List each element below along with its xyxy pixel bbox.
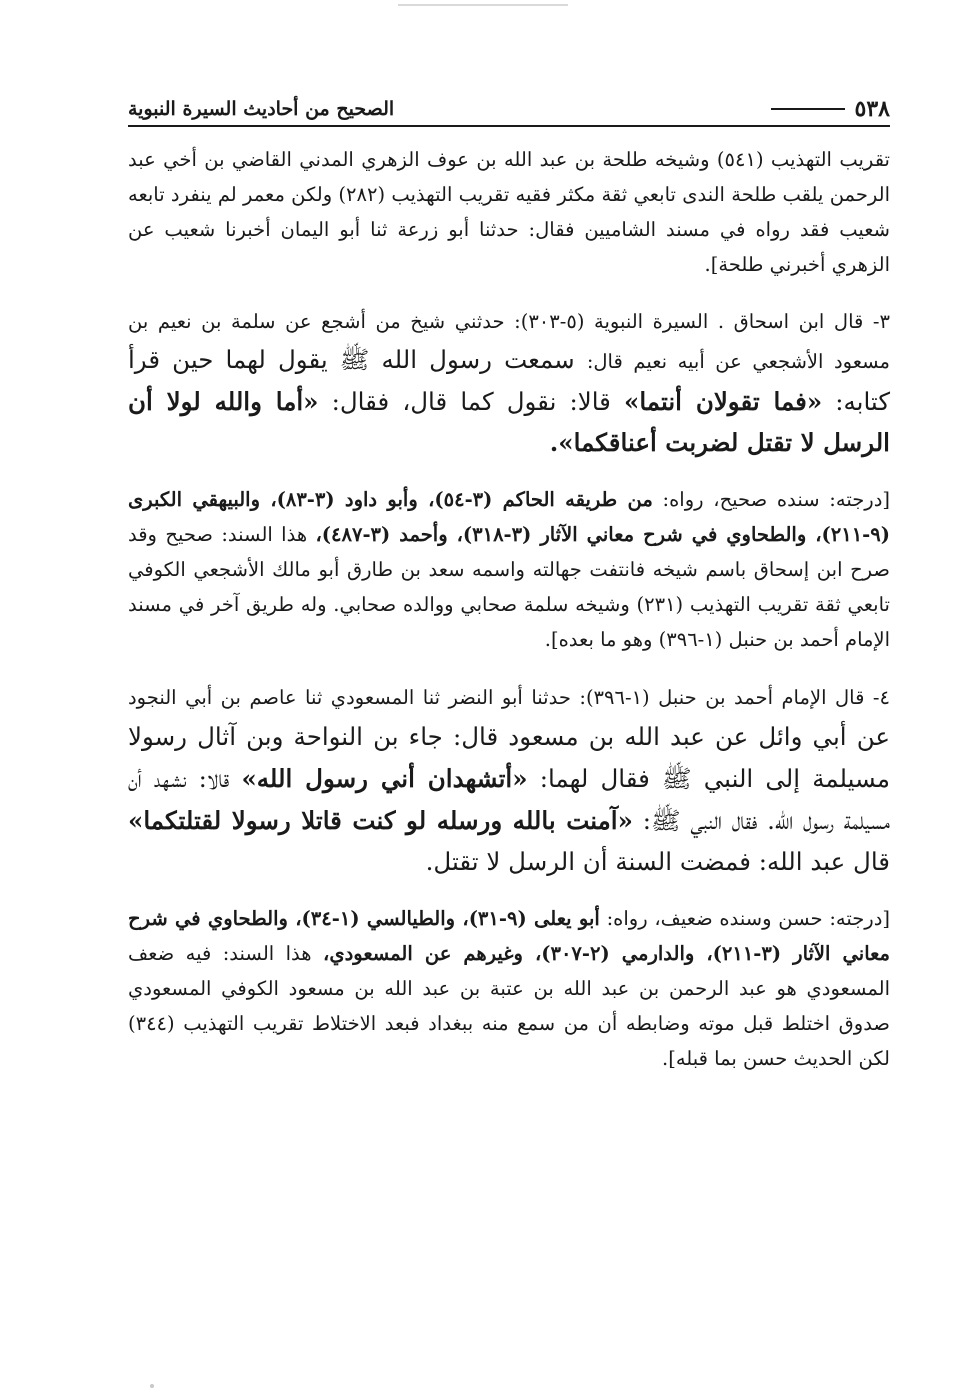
grading-3-label: [درجته: سنده صحيح، رواه:: [652, 487, 890, 511]
page-number-dash: [771, 108, 845, 110]
hadith-3-quote-2: «أما والله لولا أن الرسل لا تقتل لضربت أعناقكما».: [128, 386, 890, 458]
page-number-text: ٥٣٨: [854, 96, 890, 122]
header-rule: [128, 125, 890, 127]
paragraph-1-text: تقريب التهذيب (٥٤١) وشيخه طلحة بن عبد الله بن عوف الزهري المدني القاضي بن أخي عبد الرحمن يلقب طلحة الندى تابعي ثقة مكثر فقيه تقريب التهذيب (٢٨٢) ولكن معمر لم ينفرد تابعه شعيب فقد رواه في مسند الشاميين فقال: حدثنا أبو زرعة ثنا أبو اليمان أخبرنا شعيب عن الزهري أخبرني طلحة].: [128, 148, 890, 276]
hadith-3-matn-2: قالا: نقول كما قال، فقال:: [318, 386, 625, 416]
hadith-3-isnad: ٣- قال ابن اسحاق . السيرة النبوية (٥-٣٠٣): حدثني شيخ من أشجع عن سلمة بن نعيم بن مسعود الأشجعي عن أبيه نعيم قال:: [128, 310, 890, 373]
hadith-3-matn: سمعت رسول الله ﷺ يقول لهما حين قرأ كتابه:: [128, 345, 890, 416]
hadith-4-isnad: ٤- قال الإمام أحمد بن حنبل (١-٣٩٦): حدثنا أبو النضر ثنا المسعودي ثنا عاصم بن أبي النجود: [128, 685, 890, 709]
hadith-4-quote-2: «آمنت بالله ورسله لو كنت قاتلا رسولا لقتلتكما»: [128, 805, 633, 835]
grading-4-analysis: هذا السند: فيه ضعف المسعودي هو عبد الرحمن بن عبد الله بن عتبة بن عبد الله بن مسعود الكوفي المسعودي صدوق اختلط قبل موته وضابطه أن من سمع منه ببغداد فبعد الاختلاط تقريب التهذيب (٣٤٤) لكن الحديث حسن بما قبله].: [128, 941, 890, 1070]
grading-4-label: [درجته: حسن وسنده ضعيف، رواه:: [599, 906, 890, 930]
grading-4-sources: أبو يعلى (٩-٣١)، والطيالسي (١-٣٤)، والطحاوي في شرح معاني الآثار (٣-٢١١)، والدارمي (٢-٣٠٧)، وغيرهم عن المسعودي،: [128, 906, 890, 965]
hadith-4-matn-2: قالا: نشهد أن مسيلمة رسول الله. فقال النبي ﷺ:: [128, 763, 890, 835]
grading-3-analysis: هذا السند: صحيح وقد صرح ابن إسحاق باسم شيخه فانتفت جهالته واسمه سعد بن طارق أبو مالك الأشجعي الكوفي تابعي ثقة تقريب التهذيب (٢٣١) وشيخه سلمة صحابي ووالده صحابي. وله طريق آخر في مسند الإمام أحمد بن حنبل (١-٣٩٦) وهو ما بعده].: [128, 522, 890, 651]
footnote-paragraph-1: [128, 142, 890, 282]
grading-paragraph-4: [128, 901, 890, 1076]
grading-3-sources: من طريقه الحاكم (٣-٥٤)، وأبو داود (٣-٨٣)، والبيهقي الكبرى (٩-٢١١)، والطحاوي في شرح معاني الآثار (٣-٣١٨)، وأحمد (٣-٤٨٧)،: [128, 487, 890, 546]
hadith-3-quote-1: «فما تقولان أنتما»: [624, 386, 823, 416]
hadith-paragraph-3-intro: [128, 304, 890, 464]
grading-paragraph-3: [128, 482, 890, 657]
page-header: [128, 84, 890, 128]
running-title: الصحيح من أحاديث السيرة النبوية: [128, 98, 395, 120]
hadith-4-matn-3: قال عبد الله: فمضت السنة أن الرسل لا تقتل.: [425, 847, 890, 877]
scan-speck: [150, 1384, 154, 1388]
hadith-4-matn-1: عن أبي وائل عن عبد الله بن مسعود قال: جاء بن النواحة وبن آثال رسولا مسيلمة إلى النبي ﷺ فقال لهما:: [128, 722, 890, 793]
scan-edge-mark: [398, 4, 568, 6]
hadith-paragraph-4: [128, 675, 890, 883]
page-number: [759, 96, 890, 128]
page-body: [128, 142, 890, 1076]
hadith-4-quote-1: «أتشهدان أني رسول الله»: [241, 763, 528, 793]
